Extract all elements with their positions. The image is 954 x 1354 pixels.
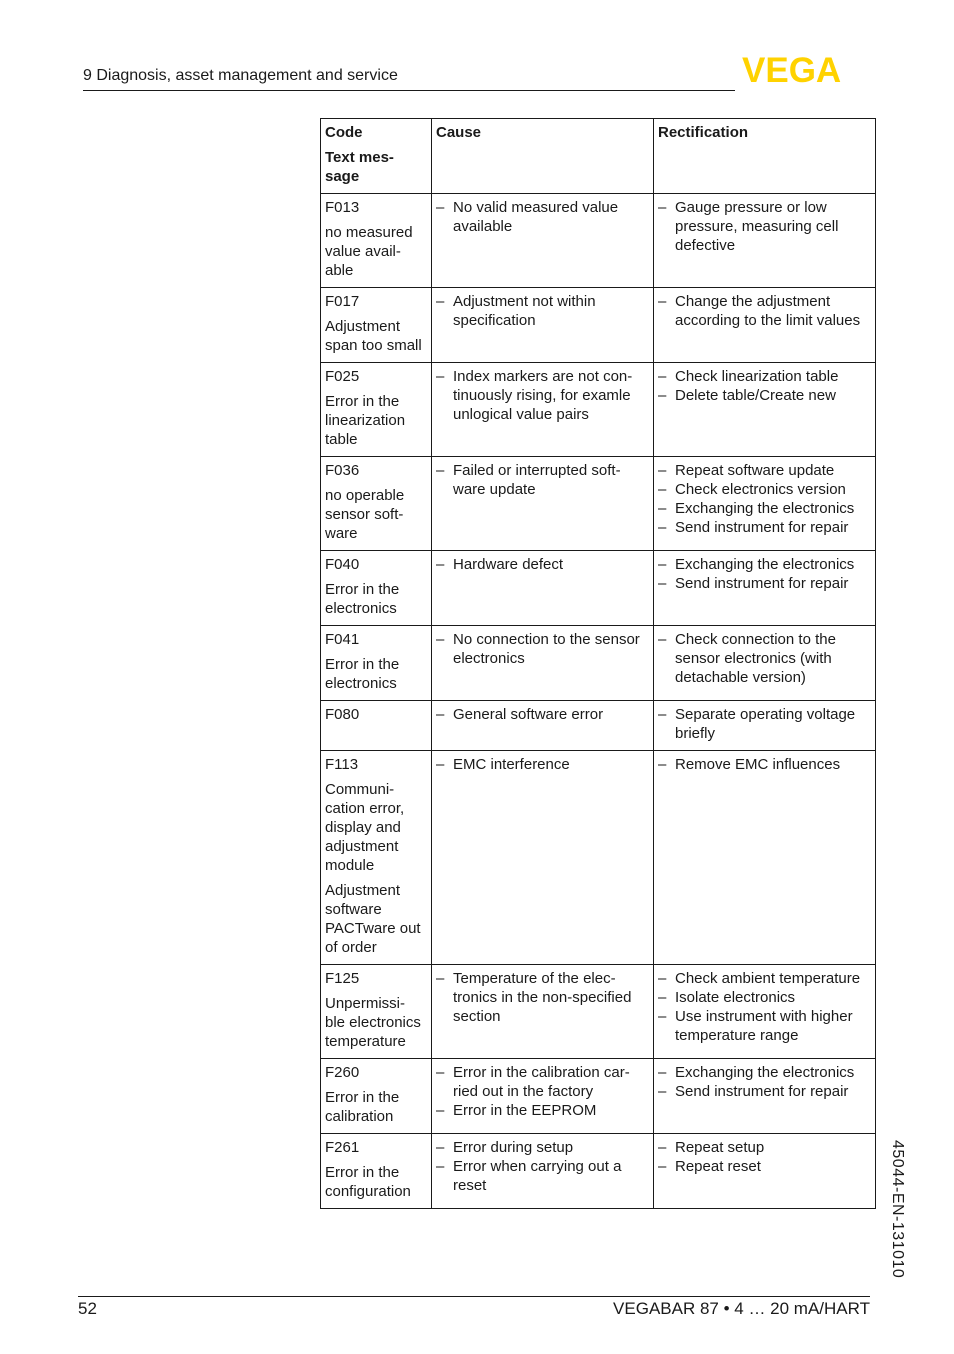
cause-item: – Index markers are not con- tinuously rising, for examle unlogical value pairs [436,367,650,424]
rectification-cell [654,551,876,626]
cause-item: – Failed or interrupted soft- ware update [436,461,650,499]
rectification-item: – Exchanging the electronics [658,499,872,518]
cause-item: – Adjustment not within specification [436,292,650,330]
text-message: Communi- cation error, display and adjustment module [325,781,405,874]
vega-logo-text: VEGA [742,52,842,84]
table-row [321,965,876,1059]
text-message: Adjustment span too small [325,318,422,354]
table-row [321,626,876,701]
cause-item: – Temperature of the elec- tronics in the non-specified section [436,969,650,1026]
section-title: 9 Diagnosis, asset management and service [83,67,398,84]
code-cell [321,194,432,288]
cause-cell [432,626,654,701]
header-code-cell [321,119,432,194]
rectification-cell [654,1059,876,1134]
code-cell [321,701,432,751]
rectification-item: – Send instrument for repair [658,1082,872,1101]
text-message: Error in the configuration [325,1164,411,1200]
code-cell [321,288,432,363]
cause-item: – EMC interference [436,755,650,774]
rectification-cell [654,1134,876,1209]
rectification-item: – Separate operating voltage briefly [658,705,872,743]
rectification-item: – Repeat reset [658,1157,872,1176]
error-code: F013 [325,199,360,216]
text-message: Adjustment software PACTware out of order [325,882,421,956]
text-message: Error in the electronics [325,581,400,617]
table-row [321,288,876,363]
rectification-cell [654,457,876,551]
rectification-item: – Send instrument for repair [658,574,872,593]
code-cell [321,551,432,626]
table-row [321,751,876,965]
rectification-item: – Repeat software update [658,461,872,480]
table-row [321,1059,876,1134]
error-code: F025 [325,368,360,385]
text-message: no measured value avail- able [325,224,413,279]
header-cause: Cause [432,119,654,194]
cause-item: – No valid measured value available [436,198,650,236]
cause-item: – Error in the EEPROM [436,1101,650,1120]
cause-item: – Error when carrying out a reset [436,1157,650,1195]
code-cell [321,1134,432,1209]
vega-logo [742,52,872,84]
cause-cell [432,751,654,965]
code-cell [321,965,432,1059]
error-code: F080 [325,706,360,723]
text-message: Unpermissi- ble electronics temperature [325,995,421,1050]
header-text-message: Text mes- sage [325,149,394,185]
cause-cell [432,1134,654,1209]
rectification-item: – Use instrument with higher temperature range [658,1007,872,1045]
rectification-item: – Delete table/Create new [658,386,872,405]
rectification-item: – Repeat setup [658,1138,872,1157]
error-code: F125 [325,970,360,987]
product-name: VEGABAR 87 • 4 … 20 mA/HART [613,1299,870,1318]
error-code: F040 [325,556,360,573]
cause-item: – No connection to the sensor electronics [436,630,650,668]
error-code: F041 [325,631,360,648]
rectification-item: – Check ambient temperature [658,969,872,988]
error-table [320,118,876,1209]
rectification-cell [654,965,876,1059]
table-row [321,701,876,751]
rectification-cell [654,194,876,288]
cause-cell [432,551,654,626]
cause-item: – Error during setup [436,1138,650,1157]
code-cell [321,751,432,965]
text-message: Error in the calibration [325,1089,400,1125]
cause-item: – Hardware defect [436,555,650,574]
code-cell [321,1059,432,1134]
cause-cell [432,363,654,457]
rectification-item: – Exchanging the electronics [658,555,872,574]
rectification-item: – Change the adjustment according to the limit values [658,292,872,330]
error-code: F261 [325,1139,360,1156]
page-number: 52 [78,1299,97,1318]
rectification-item: – Isolate electronics [658,988,872,1007]
header-rectification: Rectification [654,119,876,194]
table-row [321,194,876,288]
rectification-item: – Exchanging the electronics [658,1063,872,1082]
rectification-item: – Check linearization table [658,367,872,386]
rectification-item: – Check connection to the sensor electronics (with detachable version) [658,630,872,687]
code-cell [321,363,432,457]
table-body [321,194,876,1209]
document-code: 45044-EN-131010 [889,1140,906,1279]
header-code: Code [325,124,363,141]
rectification-cell [654,363,876,457]
rectification-cell [654,701,876,751]
error-code: F113 [325,756,359,773]
cause-item: – General software error [436,705,650,724]
table-header-row [321,119,876,194]
error-code: F036 [325,462,360,479]
error-code: F260 [325,1064,360,1081]
rectification-cell [654,626,876,701]
cause-cell [432,701,654,751]
text-message: Error in the linearization table [325,393,406,448]
cause-cell [432,965,654,1059]
rectification-item: – Remove EMC influences [658,755,872,774]
rectification-item: – Check electronics version [658,480,872,499]
code-cell [321,457,432,551]
code-cell [321,626,432,701]
cause-cell [432,288,654,363]
rectification-cell [654,751,876,965]
header-rule [83,90,735,91]
cause-cell [432,194,654,288]
rectification-item: – Send instrument for repair [658,518,872,537]
rectification-item: – Gauge pressure or low pressure, measuring cell defective [658,198,872,255]
text-message: no operable sensor soft- ware [325,487,405,542]
cause-item: – Error in the calibration car- ried out in the factory [436,1063,650,1101]
table-row [321,1134,876,1209]
text-message: Error in the electronics [325,656,400,692]
rectification-cell [654,288,876,363]
footer-rule [78,1296,870,1297]
table-row [321,551,876,626]
cause-cell [432,1059,654,1134]
table-row [321,363,876,457]
error-code: F017 [325,293,360,310]
cause-cell [432,457,654,551]
table-row [321,457,876,551]
